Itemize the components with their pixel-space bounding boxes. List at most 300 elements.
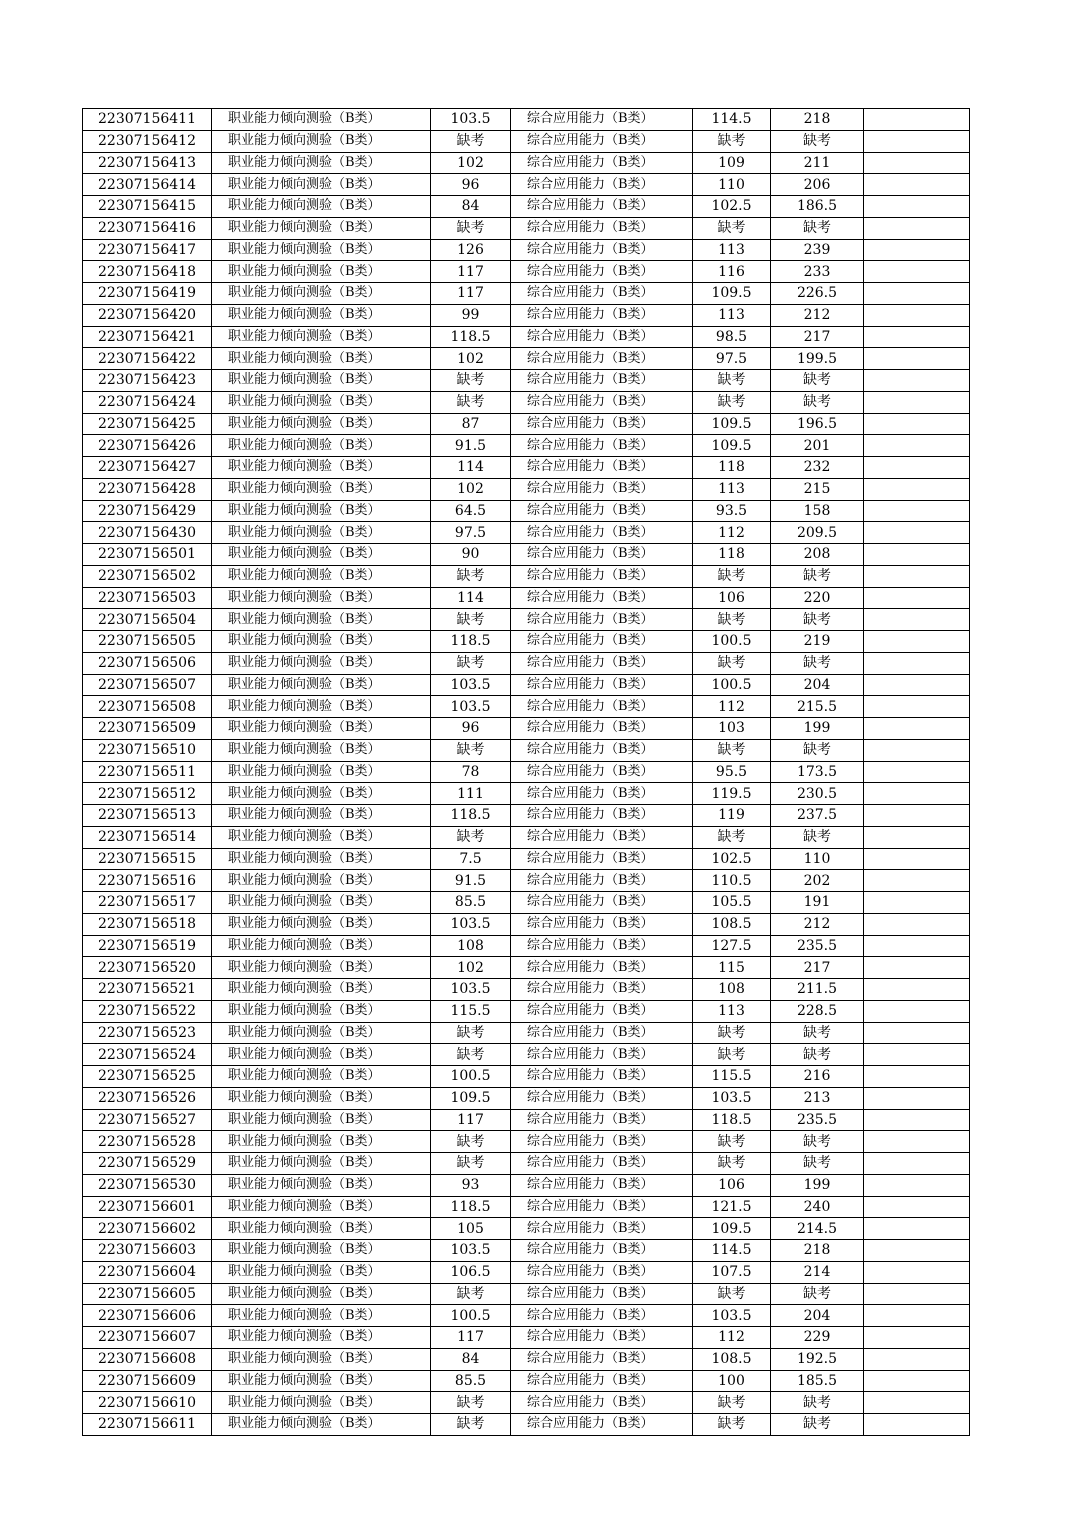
remark-cell bbox=[864, 957, 970, 979]
subject2-score-cell: 109.5 bbox=[693, 283, 771, 305]
table-row bbox=[83, 826, 970, 848]
subject2-cell: 综合应用能力（B类） bbox=[511, 391, 693, 413]
subject1-cell: 职业能力倾向测验（B类） bbox=[212, 696, 431, 718]
table-row bbox=[83, 1044, 970, 1066]
subject1-cell: 职业能力倾向测验（B类） bbox=[212, 1022, 431, 1044]
subject1-score-cell: 缺考 bbox=[431, 739, 511, 761]
subject1-cell: 职业能力倾向测验（B类） bbox=[212, 1392, 431, 1414]
subject2-score-cell: 97.5 bbox=[693, 348, 771, 370]
total-score-cell: 192.5 bbox=[771, 1348, 864, 1370]
subject2-cell: 综合应用能力（B类） bbox=[511, 1240, 693, 1262]
subject1-cell: 职业能力倾向测验（B类） bbox=[212, 1196, 431, 1218]
remark-cell bbox=[864, 805, 970, 827]
total-score-cell: 235.5 bbox=[771, 935, 864, 957]
table-row bbox=[83, 326, 970, 348]
remark-cell bbox=[864, 565, 970, 587]
candidate-id-cell: 22307156511 bbox=[83, 761, 212, 783]
subject1-cell: 职业能力倾向测验（B类） bbox=[212, 783, 431, 805]
candidate-id-cell: 22307156509 bbox=[83, 718, 212, 740]
subject1-score-cell: 118.5 bbox=[431, 805, 511, 827]
subject2-score-cell: 119.5 bbox=[693, 783, 771, 805]
total-score-cell: 缺考 bbox=[771, 1131, 864, 1153]
table-row bbox=[83, 739, 970, 761]
candidate-id-cell: 22307156530 bbox=[83, 1174, 212, 1196]
table-row bbox=[83, 783, 970, 805]
subject1-score-cell: 96 bbox=[431, 174, 511, 196]
remark-cell bbox=[864, 739, 970, 761]
subject2-cell: 综合应用能力（B类） bbox=[511, 1131, 693, 1153]
score-table-body bbox=[83, 109, 970, 1436]
total-score-cell: 缺考 bbox=[771, 652, 864, 674]
subject1-score-cell: 87 bbox=[431, 413, 511, 435]
total-score-cell: 201 bbox=[771, 435, 864, 457]
remark-cell bbox=[864, 783, 970, 805]
candidate-id-cell: 22307156517 bbox=[83, 892, 212, 914]
table-row bbox=[83, 130, 970, 152]
subject2-cell: 综合应用能力（B类） bbox=[511, 544, 693, 566]
total-score-cell: 191 bbox=[771, 892, 864, 914]
subject2-cell: 综合应用能力（B类） bbox=[511, 217, 693, 239]
remark-cell bbox=[864, 696, 970, 718]
total-score-cell: 220 bbox=[771, 587, 864, 609]
table-row bbox=[83, 391, 970, 413]
total-score-cell: 缺考 bbox=[771, 609, 864, 631]
subject1-score-cell: 102 bbox=[431, 478, 511, 500]
total-score-cell: 214.5 bbox=[771, 1218, 864, 1240]
total-score-cell: 235.5 bbox=[771, 1109, 864, 1131]
subject2-score-cell: 缺考 bbox=[693, 217, 771, 239]
remark-cell bbox=[864, 304, 970, 326]
table-row bbox=[83, 609, 970, 631]
remark-cell bbox=[864, 109, 970, 131]
subject2-score-cell: 110 bbox=[693, 174, 771, 196]
subject1-cell: 职业能力倾向测验（B类） bbox=[212, 1327, 431, 1349]
table-row bbox=[83, 674, 970, 696]
candidate-id-cell: 22307156527 bbox=[83, 1109, 212, 1131]
candidate-id-cell: 22307156422 bbox=[83, 348, 212, 370]
remark-cell bbox=[864, 522, 970, 544]
total-score-cell: 219 bbox=[771, 631, 864, 653]
candidate-id-cell: 22307156606 bbox=[83, 1305, 212, 1327]
total-score-cell: 212 bbox=[771, 304, 864, 326]
subject1-cell: 职业能力倾向测验（B类） bbox=[212, 935, 431, 957]
candidate-id-cell: 22307156427 bbox=[83, 457, 212, 479]
candidate-id-cell: 22307156602 bbox=[83, 1218, 212, 1240]
remark-cell bbox=[864, 261, 970, 283]
subject1-cell: 职业能力倾向测验（B类） bbox=[212, 174, 431, 196]
remark-cell bbox=[864, 1305, 970, 1327]
subject1-score-cell: 118.5 bbox=[431, 1196, 511, 1218]
remark-cell bbox=[864, 718, 970, 740]
subject1-score-cell: 126 bbox=[431, 239, 511, 261]
table-row bbox=[83, 805, 970, 827]
remark-cell bbox=[864, 1066, 970, 1088]
subject2-cell: 综合应用能力（B类） bbox=[511, 1087, 693, 1109]
subject2-score-cell: 107.5 bbox=[693, 1261, 771, 1283]
subject1-score-cell: 118.5 bbox=[431, 631, 511, 653]
remark-cell bbox=[864, 435, 970, 457]
subject2-cell: 综合应用能力（B类） bbox=[511, 1153, 693, 1175]
candidate-id-cell: 22307156419 bbox=[83, 283, 212, 305]
subject1-score-cell: 缺考 bbox=[431, 1022, 511, 1044]
subject2-score-cell: 113 bbox=[693, 239, 771, 261]
candidate-id-cell: 22307156520 bbox=[83, 957, 212, 979]
candidate-id-cell: 22307156607 bbox=[83, 1327, 212, 1349]
subject1-cell: 职业能力倾向测验（B类） bbox=[212, 435, 431, 457]
subject2-cell: 综合应用能力（B类） bbox=[511, 348, 693, 370]
table-row bbox=[83, 478, 970, 500]
candidate-id-cell: 22307156421 bbox=[83, 326, 212, 348]
candidate-id-cell: 22307156603 bbox=[83, 1240, 212, 1262]
subject1-cell: 职业能力倾向测验（B类） bbox=[212, 1305, 431, 1327]
remark-cell bbox=[864, 892, 970, 914]
subject1-score-cell: 缺考 bbox=[431, 1044, 511, 1066]
subject1-score-cell: 103.5 bbox=[431, 109, 511, 131]
candidate-id-cell: 22307156418 bbox=[83, 261, 212, 283]
subject2-score-cell: 100 bbox=[693, 1370, 771, 1392]
remark-cell bbox=[864, 1087, 970, 1109]
total-score-cell: 237.5 bbox=[771, 805, 864, 827]
subject1-score-cell: 117 bbox=[431, 283, 511, 305]
remark-cell bbox=[864, 1131, 970, 1153]
total-score-cell: 218 bbox=[771, 109, 864, 131]
subject1-score-cell: 缺考 bbox=[431, 1131, 511, 1153]
subject2-cell: 综合应用能力（B类） bbox=[511, 1414, 693, 1436]
subject2-cell: 综合应用能力（B类） bbox=[511, 261, 693, 283]
total-score-cell: 230.5 bbox=[771, 783, 864, 805]
subject2-cell: 综合应用能力（B类） bbox=[511, 1022, 693, 1044]
table-row bbox=[83, 870, 970, 892]
subject1-cell: 职业能力倾向测验（B类） bbox=[212, 718, 431, 740]
candidate-id-cell: 22307156609 bbox=[83, 1370, 212, 1392]
table-row bbox=[83, 761, 970, 783]
subject1-cell: 职业能力倾向测验（B类） bbox=[212, 217, 431, 239]
remark-cell bbox=[864, 979, 970, 1001]
subject2-score-cell: 110.5 bbox=[693, 870, 771, 892]
subject2-score-cell: 缺考 bbox=[693, 609, 771, 631]
subject2-score-cell: 109.5 bbox=[693, 413, 771, 435]
subject2-cell: 综合应用能力（B类） bbox=[511, 174, 693, 196]
remark-cell bbox=[864, 609, 970, 631]
subject1-cell: 职业能力倾向测验（B类） bbox=[212, 1370, 431, 1392]
table-row bbox=[83, 1370, 970, 1392]
subject1-cell: 职业能力倾向测验（B类） bbox=[212, 1174, 431, 1196]
subject2-score-cell: 缺考 bbox=[693, 1392, 771, 1414]
subject2-cell: 综合应用能力（B类） bbox=[511, 892, 693, 914]
score-table bbox=[82, 108, 970, 1436]
subject2-cell: 综合应用能力（B类） bbox=[511, 783, 693, 805]
candidate-id-cell: 22307156505 bbox=[83, 631, 212, 653]
subject1-cell: 职业能力倾向测验（B类） bbox=[212, 109, 431, 131]
total-score-cell: 216 bbox=[771, 1066, 864, 1088]
remark-cell bbox=[864, 913, 970, 935]
subject1-cell: 职业能力倾向测验（B类） bbox=[212, 1261, 431, 1283]
remark-cell bbox=[864, 239, 970, 261]
candidate-id-cell: 22307156506 bbox=[83, 652, 212, 674]
subject1-cell: 职业能力倾向测验（B类） bbox=[212, 652, 431, 674]
subject1-score-cell: 93 bbox=[431, 1174, 511, 1196]
subject2-cell: 综合应用能力（B类） bbox=[511, 848, 693, 870]
table-row bbox=[83, 1305, 970, 1327]
total-score-cell: 158 bbox=[771, 500, 864, 522]
subject1-cell: 职业能力倾向测验（B类） bbox=[212, 196, 431, 218]
subject2-score-cell: 127.5 bbox=[693, 935, 771, 957]
subject2-score-cell: 112 bbox=[693, 696, 771, 718]
subject1-score-cell: 缺考 bbox=[431, 652, 511, 674]
subject1-score-cell: 7.5 bbox=[431, 848, 511, 870]
subject1-cell: 职业能力倾向测验（B类） bbox=[212, 587, 431, 609]
table-row bbox=[83, 1218, 970, 1240]
subject2-score-cell: 109.5 bbox=[693, 1218, 771, 1240]
table-row bbox=[83, 1000, 970, 1022]
table-row bbox=[83, 370, 970, 392]
table-row bbox=[83, 1414, 970, 1436]
candidate-id-cell: 22307156411 bbox=[83, 109, 212, 131]
subject2-score-cell: 115.5 bbox=[693, 1066, 771, 1088]
candidate-id-cell: 22307156508 bbox=[83, 696, 212, 718]
candidate-id-cell: 22307156430 bbox=[83, 522, 212, 544]
subject1-score-cell: 100.5 bbox=[431, 1066, 511, 1088]
subject2-score-cell: 105.5 bbox=[693, 892, 771, 914]
table-row bbox=[83, 261, 970, 283]
subject2-score-cell: 114.5 bbox=[693, 109, 771, 131]
subject1-cell: 职业能力倾向测验（B类） bbox=[212, 565, 431, 587]
total-score-cell: 209.5 bbox=[771, 522, 864, 544]
total-score-cell: 缺考 bbox=[771, 391, 864, 413]
candidate-id-cell: 22307156528 bbox=[83, 1131, 212, 1153]
remark-cell bbox=[864, 500, 970, 522]
total-score-cell: 缺考 bbox=[771, 1392, 864, 1414]
total-score-cell: 240 bbox=[771, 1196, 864, 1218]
subject1-score-cell: 64.5 bbox=[431, 500, 511, 522]
subject2-cell: 综合应用能力（B类） bbox=[511, 1174, 693, 1196]
table-row bbox=[83, 1240, 970, 1262]
total-score-cell: 211 bbox=[771, 152, 864, 174]
subject2-cell: 综合应用能力（B类） bbox=[511, 478, 693, 500]
subject1-cell: 职业能力倾向测验（B类） bbox=[212, 826, 431, 848]
candidate-id-cell: 22307156529 bbox=[83, 1153, 212, 1175]
candidate-id-cell: 22307156504 bbox=[83, 609, 212, 631]
subject1-score-cell: 102 bbox=[431, 348, 511, 370]
total-score-cell: 173.5 bbox=[771, 761, 864, 783]
subject2-score-cell: 114.5 bbox=[693, 1240, 771, 1262]
subject2-score-cell: 119 bbox=[693, 805, 771, 827]
subject1-score-cell: 117 bbox=[431, 1109, 511, 1131]
candidate-id-cell: 22307156608 bbox=[83, 1348, 212, 1370]
subject2-cell: 综合应用能力（B类） bbox=[511, 1348, 693, 1370]
subject2-cell: 综合应用能力（B类） bbox=[511, 609, 693, 631]
subject2-cell: 综合应用能力（B类） bbox=[511, 870, 693, 892]
subject1-score-cell: 84 bbox=[431, 196, 511, 218]
table-row bbox=[83, 1327, 970, 1349]
candidate-id-cell: 22307156525 bbox=[83, 1066, 212, 1088]
subject1-cell: 职业能力倾向测验（B类） bbox=[212, 348, 431, 370]
total-score-cell: 缺考 bbox=[771, 370, 864, 392]
subject2-score-cell: 缺考 bbox=[693, 391, 771, 413]
table-row bbox=[83, 1174, 970, 1196]
subject1-score-cell: 缺考 bbox=[431, 391, 511, 413]
subject2-score-cell: 缺考 bbox=[693, 652, 771, 674]
candidate-id-cell: 22307156428 bbox=[83, 478, 212, 500]
candidate-id-cell: 22307156516 bbox=[83, 870, 212, 892]
subject1-score-cell: 111 bbox=[431, 783, 511, 805]
subject2-score-cell: 93.5 bbox=[693, 500, 771, 522]
total-score-cell: 缺考 bbox=[771, 1153, 864, 1175]
subject1-score-cell: 91.5 bbox=[431, 435, 511, 457]
table-row bbox=[83, 1131, 970, 1153]
candidate-id-cell: 22307156521 bbox=[83, 979, 212, 1001]
subject1-score-cell: 91.5 bbox=[431, 870, 511, 892]
subject2-score-cell: 106 bbox=[693, 587, 771, 609]
subject1-cell: 职业能力倾向测验（B类） bbox=[212, 631, 431, 653]
subject1-cell: 职业能力倾向测验（B类） bbox=[212, 913, 431, 935]
subject2-score-cell: 108 bbox=[693, 979, 771, 1001]
remark-cell bbox=[864, 413, 970, 435]
subject2-score-cell: 缺考 bbox=[693, 1153, 771, 1175]
subject1-score-cell: 99 bbox=[431, 304, 511, 326]
table-row bbox=[83, 1109, 970, 1131]
candidate-id-cell: 22307156513 bbox=[83, 805, 212, 827]
table-row bbox=[83, 1066, 970, 1088]
subject2-score-cell: 113 bbox=[693, 478, 771, 500]
remark-cell bbox=[864, 761, 970, 783]
remark-cell bbox=[864, 674, 970, 696]
subject1-cell: 职业能力倾向测验（B类） bbox=[212, 478, 431, 500]
table-row bbox=[83, 1022, 970, 1044]
subject2-cell: 综合应用能力（B类） bbox=[511, 761, 693, 783]
remark-cell bbox=[864, 870, 970, 892]
total-score-cell: 213 bbox=[771, 1087, 864, 1109]
subject2-cell: 综合应用能力（B类） bbox=[511, 674, 693, 696]
subject2-score-cell: 106 bbox=[693, 1174, 771, 1196]
candidate-id-cell: 22307156604 bbox=[83, 1261, 212, 1283]
candidate-id-cell: 22307156512 bbox=[83, 783, 212, 805]
total-score-cell: 199 bbox=[771, 718, 864, 740]
total-score-cell: 缺考 bbox=[771, 565, 864, 587]
table-row bbox=[83, 457, 970, 479]
subject2-score-cell: 98.5 bbox=[693, 326, 771, 348]
subject2-score-cell: 95.5 bbox=[693, 761, 771, 783]
total-score-cell: 218 bbox=[771, 1240, 864, 1262]
total-score-cell: 233 bbox=[771, 261, 864, 283]
table-row bbox=[83, 1153, 970, 1175]
subject2-cell: 综合应用能力（B类） bbox=[511, 957, 693, 979]
candidate-id-cell: 22307156518 bbox=[83, 913, 212, 935]
subject2-cell: 综合应用能力（B类） bbox=[511, 718, 693, 740]
subject1-cell: 职业能力倾向测验（B类） bbox=[212, 1109, 431, 1131]
subject2-cell: 综合应用能力（B类） bbox=[511, 522, 693, 544]
subject1-cell: 职业能力倾向测验（B类） bbox=[212, 370, 431, 392]
subject1-cell: 职业能力倾向测验（B类） bbox=[212, 304, 431, 326]
subject1-score-cell: 缺考 bbox=[431, 130, 511, 152]
subject2-cell: 综合应用能力（B类） bbox=[511, 130, 693, 152]
subject1-score-cell: 缺考 bbox=[431, 217, 511, 239]
subject2-cell: 综合应用能力（B类） bbox=[511, 565, 693, 587]
total-score-cell: 202 bbox=[771, 870, 864, 892]
subject2-cell: 综合应用能力（B类） bbox=[511, 1261, 693, 1283]
subject1-cell: 职业能力倾向测验（B类） bbox=[212, 500, 431, 522]
subject2-score-cell: 缺考 bbox=[693, 739, 771, 761]
remark-cell bbox=[864, 478, 970, 500]
remark-cell bbox=[864, 935, 970, 957]
candidate-id-cell: 22307156519 bbox=[83, 935, 212, 957]
candidate-id-cell: 22307156502 bbox=[83, 565, 212, 587]
table-row bbox=[83, 435, 970, 457]
subject2-cell: 综合应用能力（B类） bbox=[511, 435, 693, 457]
subject2-cell: 综合应用能力（B类） bbox=[511, 413, 693, 435]
subject1-cell: 职业能力倾向测验（B类） bbox=[212, 739, 431, 761]
candidate-id-cell: 22307156416 bbox=[83, 217, 212, 239]
table-row bbox=[83, 1348, 970, 1370]
subject1-score-cell: 缺考 bbox=[431, 826, 511, 848]
candidate-id-cell: 22307156605 bbox=[83, 1283, 212, 1305]
total-score-cell: 215 bbox=[771, 478, 864, 500]
total-score-cell: 204 bbox=[771, 1305, 864, 1327]
table-row bbox=[83, 892, 970, 914]
subject1-score-cell: 100.5 bbox=[431, 1305, 511, 1327]
remark-cell bbox=[864, 391, 970, 413]
subject1-cell: 职业能力倾向测验（B类） bbox=[212, 761, 431, 783]
total-score-cell: 232 bbox=[771, 457, 864, 479]
candidate-id-cell: 22307156524 bbox=[83, 1044, 212, 1066]
subject2-cell: 综合应用能力（B类） bbox=[511, 1196, 693, 1218]
subject2-score-cell: 103.5 bbox=[693, 1087, 771, 1109]
remark-cell bbox=[864, 457, 970, 479]
subject2-score-cell: 118 bbox=[693, 544, 771, 566]
total-score-cell: 186.5 bbox=[771, 196, 864, 218]
candidate-id-cell: 22307156429 bbox=[83, 500, 212, 522]
table-row bbox=[83, 283, 970, 305]
total-score-cell: 缺考 bbox=[771, 1044, 864, 1066]
subject1-score-cell: 115.5 bbox=[431, 1000, 511, 1022]
candidate-id-cell: 22307156526 bbox=[83, 1087, 212, 1109]
table-row bbox=[83, 957, 970, 979]
subject2-cell: 综合应用能力（B类） bbox=[511, 1066, 693, 1088]
subject1-cell: 职业能力倾向测验（B类） bbox=[212, 609, 431, 631]
table-row bbox=[83, 174, 970, 196]
subject2-score-cell: 115 bbox=[693, 957, 771, 979]
subject2-score-cell: 缺考 bbox=[693, 130, 771, 152]
subject2-cell: 综合应用能力（B类） bbox=[511, 500, 693, 522]
subject1-score-cell: 117 bbox=[431, 1327, 511, 1349]
subject1-cell: 职业能力倾向测验（B类） bbox=[212, 979, 431, 1001]
table-row bbox=[83, 348, 970, 370]
subject2-score-cell: 109 bbox=[693, 152, 771, 174]
subject1-cell: 职业能力倾向测验（B类） bbox=[212, 892, 431, 914]
table-row bbox=[83, 631, 970, 653]
candidate-id-cell: 22307156414 bbox=[83, 174, 212, 196]
subject2-cell: 综合应用能力（B类） bbox=[511, 1109, 693, 1131]
subject1-cell: 职业能力倾向测验（B类） bbox=[212, 1066, 431, 1088]
subject2-cell: 综合应用能力（B类） bbox=[511, 457, 693, 479]
subject1-cell: 职业能力倾向测验（B类） bbox=[212, 870, 431, 892]
remark-cell bbox=[864, 1153, 970, 1175]
subject2-cell: 综合应用能力（B类） bbox=[511, 283, 693, 305]
subject1-cell: 职业能力倾向测验（B类） bbox=[212, 1348, 431, 1370]
total-score-cell: 211.5 bbox=[771, 979, 864, 1001]
subject2-score-cell: 100.5 bbox=[693, 674, 771, 696]
table-row bbox=[83, 239, 970, 261]
subject1-score-cell: 96 bbox=[431, 718, 511, 740]
subject2-cell: 综合应用能力（B类） bbox=[511, 739, 693, 761]
remark-cell bbox=[864, 152, 970, 174]
remark-cell bbox=[864, 1174, 970, 1196]
subject2-score-cell: 缺考 bbox=[693, 1283, 771, 1305]
remark-cell bbox=[864, 1392, 970, 1414]
candidate-id-cell: 22307156503 bbox=[83, 587, 212, 609]
remark-cell bbox=[864, 1348, 970, 1370]
candidate-id-cell: 22307156523 bbox=[83, 1022, 212, 1044]
